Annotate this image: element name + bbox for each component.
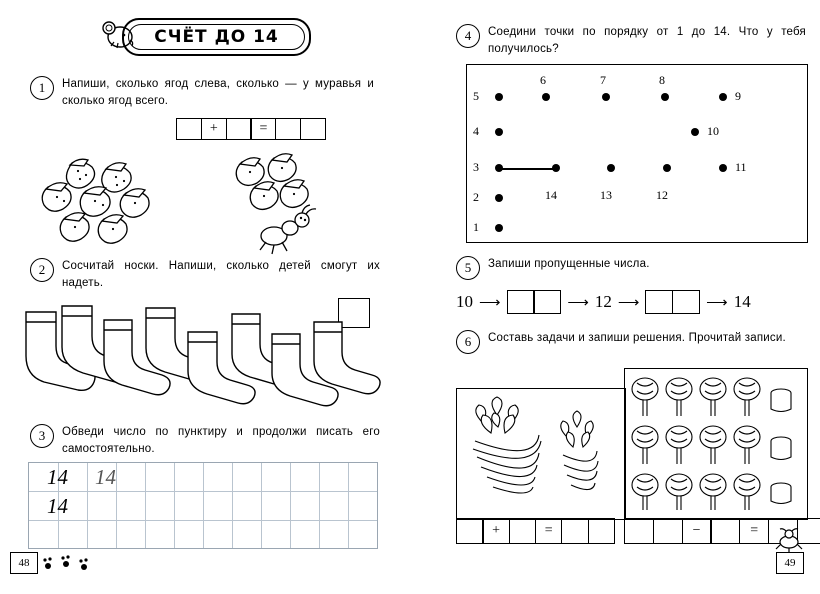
paw-prints-icon (40, 554, 110, 574)
dot-label-4: 4 (473, 124, 479, 138)
answer-cell[interactable] (653, 518, 683, 544)
answer-cell[interactable] (533, 290, 561, 314)
arrow-icon: ⟶ (617, 294, 640, 311)
answer-cell[interactable] (645, 290, 673, 314)
answer-cell[interactable] (226, 118, 252, 140)
ant-icon (260, 205, 316, 254)
page-number-left: 48 (10, 552, 38, 574)
equals-sign: = (535, 518, 563, 544)
task-3-number: 3 (30, 424, 54, 448)
sequence-number-12: 12 (594, 292, 612, 311)
written-number: 14 (47, 494, 68, 518)
grid-line (203, 463, 204, 548)
connect-the-dots-area[interactable] (466, 64, 808, 243)
trees-and-stumps-icon (624, 368, 808, 520)
dot-label-12: 12 (656, 188, 668, 202)
equals-sign: = (250, 118, 276, 140)
task-5-text: Запиши пропущенные числа. (488, 258, 650, 270)
dot-4[interactable] (495, 128, 503, 136)
dot-2[interactable] (495, 194, 503, 202)
minus-sign: − (682, 518, 712, 544)
task-4 (456, 24, 806, 57)
task-2-text: Сосчитай носки. Напиши, сколько детей смогут их надеть. (62, 260, 380, 289)
socks-pile-icon (18, 298, 388, 408)
dot-label-8: 8 (659, 73, 665, 87)
task-4-text: Соедини точки по порядку от 1 до 14. Что у тебя получилось? (488, 26, 806, 55)
dot-1[interactable] (495, 224, 503, 232)
dot-14[interactable] (552, 164, 560, 172)
task-1-number: 1 (30, 76, 54, 100)
grid-line (232, 463, 233, 548)
grid-line (145, 463, 146, 548)
dot-label-5: 5 (473, 89, 479, 103)
answer-cell[interactable] (561, 518, 589, 544)
answer-cell[interactable] (176, 118, 202, 140)
dot-12[interactable] (663, 164, 671, 172)
answer-cell[interactable] (588, 518, 616, 544)
arrow-icon: ⟶ (479, 294, 501, 311)
task-5 (456, 256, 806, 280)
dot-label-2: 2 (473, 190, 479, 204)
dot-7[interactable] (602, 93, 610, 101)
dot-label-13: 13 (600, 188, 612, 202)
answer-cell[interactable] (624, 518, 654, 544)
handwriting-grid[interactable] (28, 462, 378, 549)
blank-pair-1[interactable] (507, 290, 562, 314)
answer-cell[interactable] (300, 118, 326, 140)
dot-13[interactable] (607, 164, 615, 172)
dot-label-10: 10 (707, 124, 719, 138)
dot-label-11: 11 (735, 160, 747, 174)
answer-cell[interactable] (507, 290, 535, 314)
dot-10[interactable] (691, 128, 699, 136)
task-6-answer-row-left[interactable] (456, 518, 615, 544)
task-6 (456, 330, 806, 354)
dot-6[interactable] (542, 93, 550, 101)
grid-line (261, 463, 262, 548)
grid-line (174, 463, 175, 548)
dot-segment-3-14 (499, 168, 555, 170)
arrow-icon: ⟶ (706, 294, 728, 311)
right-page (410, 0, 820, 594)
task-5-number: 5 (456, 256, 480, 280)
strawberry-pile-icon (30, 155, 180, 250)
dot-9[interactable] (719, 93, 727, 101)
task-2 (30, 258, 382, 291)
task-5-sequence[interactable] (456, 290, 751, 314)
banner-title: СЧЁТ ДО 14 (154, 27, 279, 47)
dot-8[interactable] (661, 93, 669, 101)
task-3-text: Обведи число по пунктиру и продолжи писать его самостоятельно. (62, 426, 380, 455)
grid-line (87, 463, 88, 548)
grid-line (290, 463, 291, 548)
task-4-number: 4 (456, 24, 480, 48)
task-6-text: Составь задачи и запиши решения. Прочитай записи. (488, 332, 786, 344)
arrow-icon: ⟶ (567, 294, 589, 311)
plus-sign: + (482, 518, 510, 544)
plus-sign: + (201, 118, 227, 140)
dotted-number: 14 (95, 465, 116, 489)
grid-line (348, 463, 349, 548)
sequence-number-14: 14 (733, 292, 751, 311)
answer-cell[interactable] (275, 118, 301, 140)
answer-cell[interactable] (509, 518, 537, 544)
grid-line (319, 463, 320, 548)
task-1-text: Напиши, сколько ягод слева, сколько — у муравья и сколько ягод всего. (62, 78, 374, 107)
task-1-answer-row[interactable] (176, 118, 326, 140)
strawberry-bunch-with-ant-icon (222, 150, 332, 255)
ant-corner-icon (772, 528, 806, 552)
task-6-number: 6 (456, 330, 480, 354)
dot-11[interactable] (719, 164, 727, 172)
dot-label-6: 6 (540, 73, 546, 87)
task-2-number: 2 (30, 258, 54, 282)
wheat-sheaf-icon (456, 388, 626, 520)
section-banner (122, 18, 311, 56)
sequence-number-10: 10 (456, 292, 473, 311)
dot-5[interactable] (495, 93, 503, 101)
blank-pair-2[interactable] (645, 290, 700, 314)
dot-label-3: 3 (473, 160, 479, 174)
dot-label-9: 9 (735, 89, 741, 103)
dot-label-1: 1 (473, 220, 479, 234)
answer-cell[interactable] (710, 518, 740, 544)
dot-label-7: 7 (600, 73, 606, 87)
written-number: 14 (47, 465, 68, 489)
grid-line (116, 463, 117, 548)
answer-cell[interactable] (672, 290, 700, 314)
answer-cell[interactable] (456, 518, 484, 544)
dot-label-14: 14 (545, 188, 557, 202)
page-number-right: 49 (776, 552, 804, 574)
equals-sign: = (739, 518, 769, 544)
task-3 (30, 424, 382, 457)
task-1 (30, 76, 382, 109)
